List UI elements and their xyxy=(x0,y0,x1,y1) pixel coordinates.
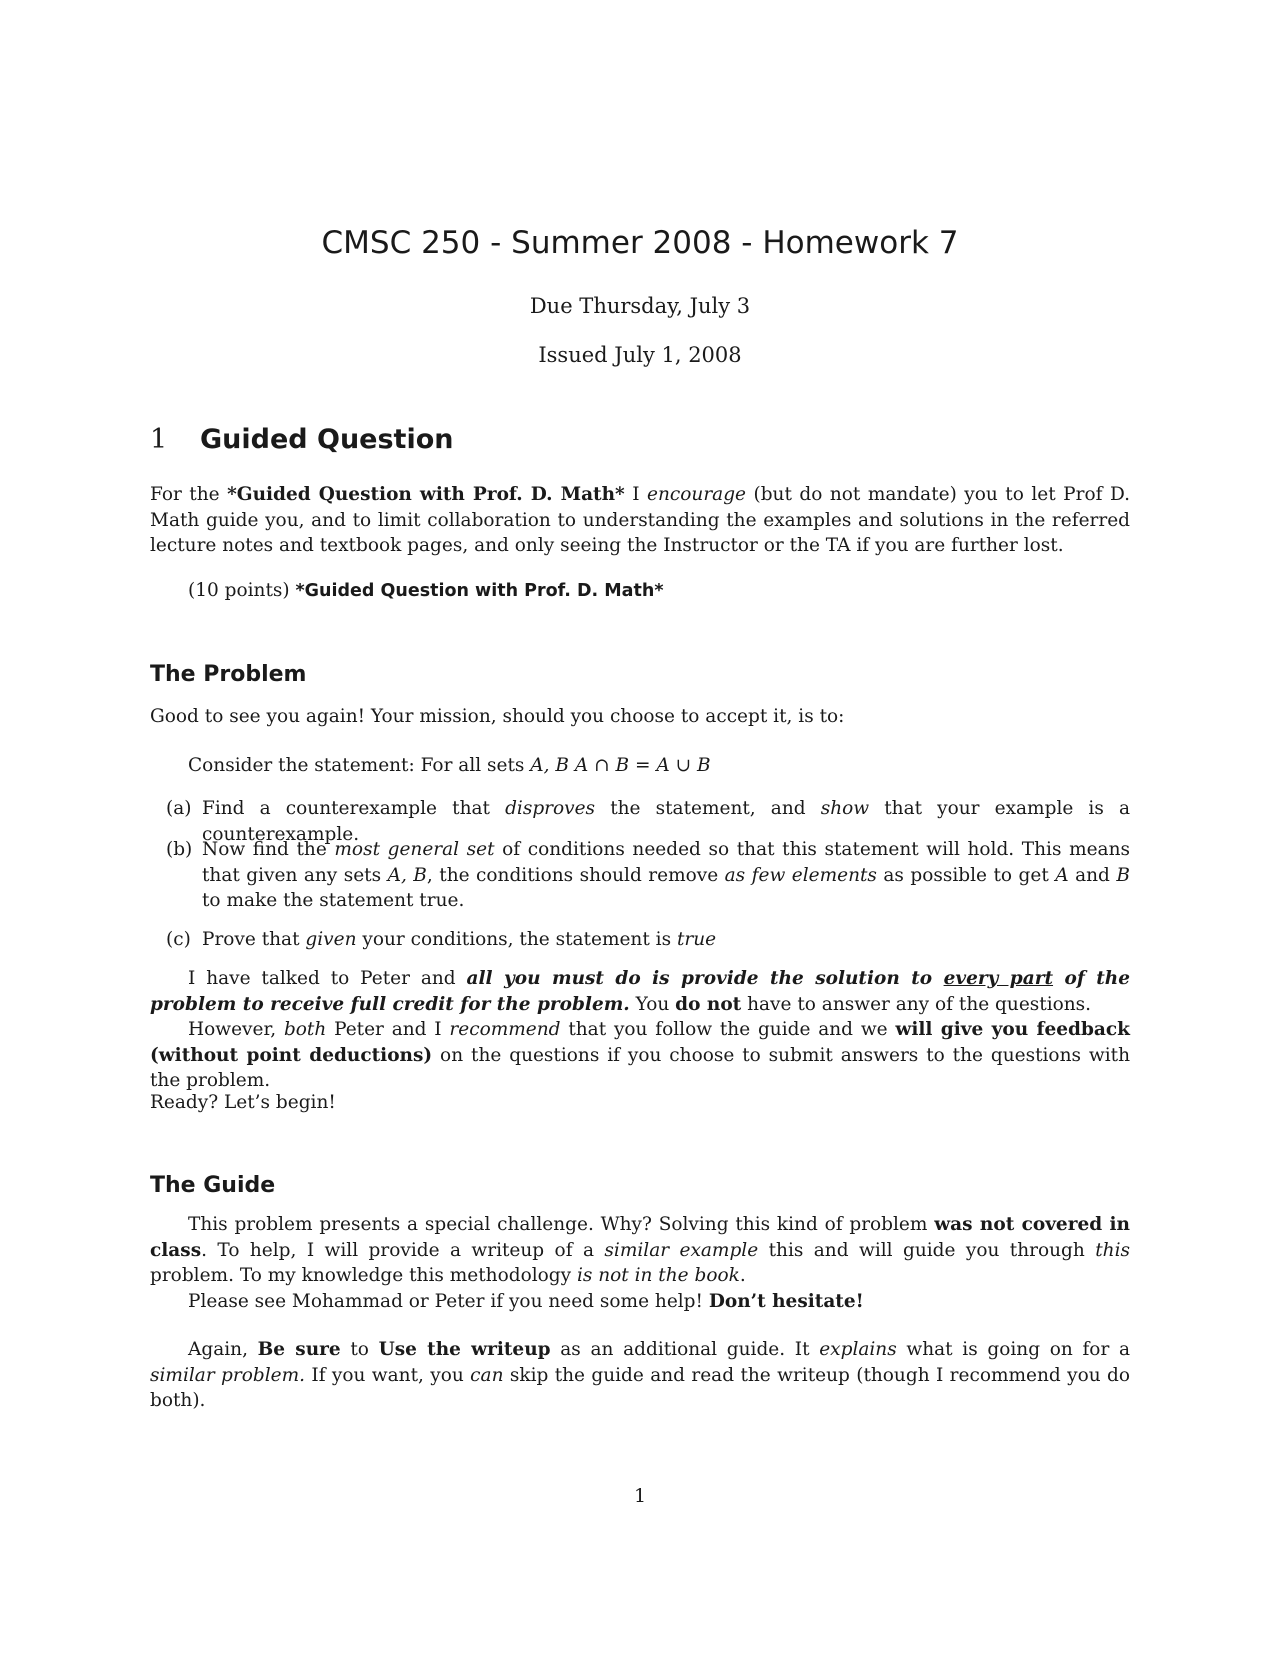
math-formula: A ∩ B = A ∪ B xyxy=(574,755,711,776)
page-number: 1 xyxy=(633,1485,647,1507)
italic-text: is not in the book xyxy=(576,1265,740,1286)
intro-paragraph xyxy=(150,482,1130,559)
underlined-text: every part xyxy=(943,968,1054,989)
guide-paragraph xyxy=(150,1212,1130,1289)
item-label: (b) xyxy=(166,839,193,860)
text: I have talked to Peter and xyxy=(188,968,467,989)
again-paragraph xyxy=(150,1337,1130,1414)
bold-text: *Guided Question with Prof. D. Math* xyxy=(227,484,625,505)
text: Find a counterexample that xyxy=(202,798,506,819)
italic-text: most general set xyxy=(334,839,495,860)
text: For the xyxy=(150,484,228,505)
text: on the questions if you choose to submit answers to the questions with the problem. xyxy=(150,1044,1130,1091)
italic-text: explains xyxy=(819,1339,897,1360)
document-title: CMSC 250 - Summer 2008 - Homework 7 xyxy=(321,225,959,261)
section-number: 1 xyxy=(150,424,168,455)
math-vars: A, B xyxy=(530,755,570,776)
text: the statement, and xyxy=(595,798,821,819)
item-label: (a) xyxy=(166,798,192,819)
italic-text: similar problem. xyxy=(150,1364,305,1386)
bold-text: do not xyxy=(675,993,742,1015)
text: Consider the statement: For all sets xyxy=(188,755,531,776)
bold-text: Be sure xyxy=(257,1339,341,1360)
text: However, xyxy=(188,1019,284,1040)
points-title: *Guided Question with Prof. D. Math* xyxy=(295,581,664,601)
due-date: Due Thursday, July 3 xyxy=(529,294,751,318)
text: of conditions needed so that this statement will hold. This means that given any sets xyxy=(202,839,1130,886)
italic-text: disproves xyxy=(505,798,596,819)
text: this and will guide you through xyxy=(758,1239,1096,1261)
text: as an additional guide. It xyxy=(550,1339,820,1360)
text: Prove that xyxy=(202,929,306,950)
however-paragraph xyxy=(150,1017,1130,1094)
guide-heading: The Guide xyxy=(150,1173,276,1198)
bold-italic-text: all you must do is provide the solution to xyxy=(466,968,944,989)
ready-line: Ready? Let’s begin! xyxy=(150,1092,336,1113)
list-item xyxy=(166,837,1130,914)
text: Peter and I xyxy=(326,1019,450,1040)
text: problem. To my knowledge this methodology xyxy=(150,1265,577,1286)
text: , the conditions should remove xyxy=(426,864,725,886)
text: that you follow the guide and we xyxy=(560,1019,896,1040)
text: and xyxy=(1068,864,1117,886)
text: Please see Mohammad or Peter if you need some help! xyxy=(188,1290,709,1312)
italic-text: show xyxy=(820,798,870,819)
section-title: Guided Question xyxy=(200,424,454,455)
bold-text: Don’t hesitate! xyxy=(708,1290,864,1312)
italic-text: as few elements xyxy=(724,864,877,886)
bold-text: was not covered in class xyxy=(150,1214,1130,1261)
text: what is going on for a xyxy=(896,1339,1130,1360)
text: . To help, I will provide a writeup of a xyxy=(201,1239,605,1261)
instructions-block xyxy=(150,966,1130,1094)
text: as possible to get xyxy=(876,864,1056,886)
guide-block xyxy=(150,1212,1130,1314)
italic-text: this xyxy=(1095,1239,1130,1261)
item-text xyxy=(202,837,1130,914)
list-item xyxy=(166,927,1130,953)
italic-text: true xyxy=(676,929,717,950)
talked-paragraph xyxy=(150,966,1130,1017)
text: to xyxy=(340,1339,379,1360)
text: (but do not mandate) you to let Prof D. Math guide you, and to limit collaboration to understanding the examples and solutions in the referred lecture notes and textbook pages, and only seeing the Instructor or the TA if you are further lost. xyxy=(150,484,1130,556)
text: I xyxy=(624,484,648,505)
mission-line: Good to see you again! Your mission, should you choose to accept it, is to: xyxy=(150,706,845,727)
italic-text: can xyxy=(470,1364,504,1386)
math-vars: A, B xyxy=(387,864,427,886)
text: your conditions, the statement is xyxy=(356,929,677,950)
italic-text: both xyxy=(283,1019,327,1040)
text: You xyxy=(629,993,676,1015)
text: that your example is a counterexample. xyxy=(202,798,1131,845)
help-paragraph xyxy=(150,1289,1130,1315)
section-heading xyxy=(150,424,454,455)
text: This problem presents a special challenge. Why? Solving this kind of problem xyxy=(188,1214,935,1235)
bold-italic-text: of the problem to receive full credit for the problem. xyxy=(150,968,1130,1015)
text: If you want, you xyxy=(305,1364,471,1386)
bold-text: Use the writeup xyxy=(378,1339,551,1360)
problem-heading: The Problem xyxy=(150,662,307,687)
text: to make the statement true. xyxy=(202,890,465,911)
italic-text: given xyxy=(305,929,357,950)
item-text xyxy=(202,927,1130,953)
math-var: B xyxy=(1116,864,1130,886)
item-label: (c) xyxy=(166,929,191,950)
text: skip the guide and read the writeup (though I recommend you do both). xyxy=(150,1364,1131,1411)
document-page xyxy=(150,0,1130,1656)
text: Now find the xyxy=(202,839,335,860)
bold-text: will give you feedback (without point deductions) xyxy=(150,1019,1130,1066)
text: have to answer any of the questions. xyxy=(741,993,1092,1015)
italic-text: encourage xyxy=(647,484,746,505)
points-line xyxy=(188,580,663,601)
italic-text: similar example xyxy=(604,1239,759,1261)
statement-line xyxy=(188,755,711,776)
points-value: (10 points) xyxy=(188,580,290,601)
issued-date: Issued July 1, 2008 xyxy=(538,343,742,367)
text: Again, xyxy=(188,1339,258,1360)
math-var: A xyxy=(1055,864,1069,886)
italic-text: recommend xyxy=(449,1019,561,1040)
text: . xyxy=(739,1265,746,1286)
